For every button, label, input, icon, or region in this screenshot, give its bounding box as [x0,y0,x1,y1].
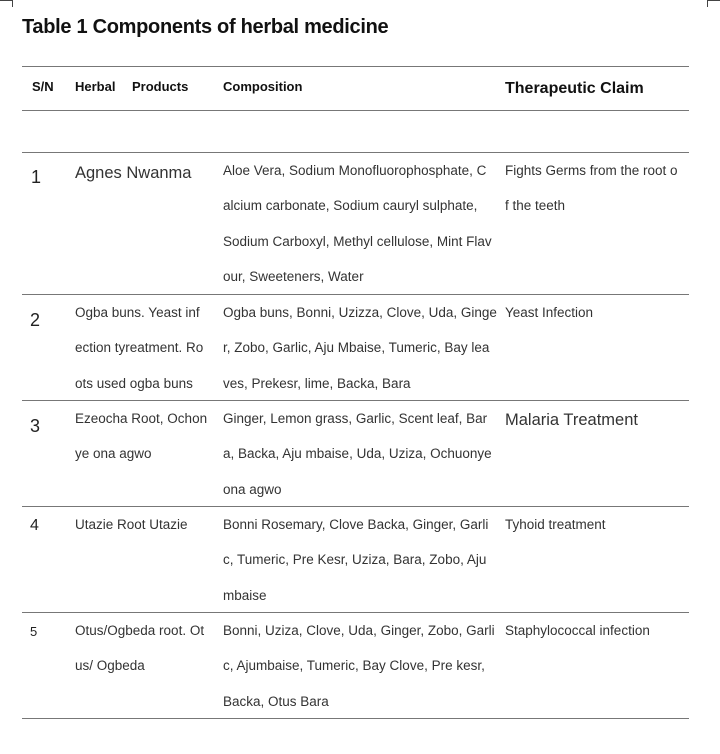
product-line: Ogba buns. Yeast inf [75,305,200,320]
herbal-medicine-table [22,66,689,719]
composition-line: ona agwo [223,481,282,497]
header-composition: Composition [223,79,303,94]
row-claim [505,403,638,438]
row-sn: 1 [31,167,42,187]
claim-line: Staphylococcal infection [505,623,650,638]
composition-line: Ogba buns, Bonni, Uzizza, Clove, Uda, Ginge [223,305,497,320]
row-product [75,295,203,401]
composition-line: r, Zobo, Garlic, Aju Mbaise, Tumeric, Bay lea [223,340,490,356]
claim-line: f the teeth [505,198,566,214]
table-header-row [22,66,689,111]
table-row [22,613,689,719]
claim-line: Malaria Treatment [505,411,638,429]
row-product [75,401,207,472]
row-composition [223,153,492,294]
composition-line: a, Backa, Aju mbaise, Uda, Uziza, Ochuonye [223,446,492,462]
row-product [75,156,191,191]
row-composition [223,507,488,613]
product-line: Otus/Ogbeda root. Ot [75,623,205,638]
row-product [75,507,188,542]
header-herbal: Herbal [75,79,116,94]
row-claim [505,295,593,330]
row-composition [223,401,492,507]
header-products: Products [132,79,189,94]
claim-line: Tyhoid treatment [505,517,606,532]
composition-line: Backa, Otus Bara [223,693,329,709]
product-line: Agnes Nwanma [75,164,192,182]
row-composition [223,295,497,401]
composition-line: mbaise [223,587,267,603]
table-row [22,507,689,613]
composition-line: Sodium Carboxyl, Methyl cellulose, Mint Flav [223,233,492,249]
row-product [75,613,204,684]
composition-line: Bonni Rosemary, Clove Backa, Ginger, Garli [223,517,489,532]
table-row [22,295,689,401]
row-sn: 4 [30,517,39,534]
composition-line: our, Sweeteners, Water [223,268,364,284]
product-line: ection tyreatment. Ro [75,340,204,356]
composition-line: Aloe Vera, Sodium Monofluorophosphate, C [223,163,487,178]
table-row [22,401,689,507]
product-line: ye ona agwo [75,446,152,462]
composition-line: ves, Prekesr, lime, Backa, Bara [223,375,411,391]
table-title: Table 1 Components of herbal medicine [22,16,389,38]
composition-line: c, Tumeric, Pre Kesr, Uziza, Bara, Zobo, Aju [223,552,487,568]
composition-line: c, Ajumbaise, Tumeric, Bay Clove, Pre kesr, [223,658,485,674]
row-composition [223,613,495,719]
table-row [22,153,689,295]
page-corner-mark-right [707,0,720,7]
product-line: Utazie Root Utazie [75,517,188,532]
row-sn: 3 [30,416,41,436]
composition-line: Ginger, Lemon grass, Garlic, Scent leaf, Bar [223,411,488,426]
claim-line: Yeast Infection [505,305,594,320]
product-line: Ezeocha Root, Ochon [75,411,208,426]
row-claim [505,507,606,542]
header-therapeutic-claim: Therapeutic Claim [505,80,644,97]
row-sn: 5 [30,624,38,639]
table-empty-row [22,111,689,153]
page-corner-mark-left [0,0,13,7]
row-sn: 2 [30,310,41,330]
row-claim [505,153,678,224]
row-claim [505,613,650,648]
claim-line: Fights Germs from the root o [505,163,678,178]
composition-line: Bonni, Uziza, Clove, Uda, Ginger, Zobo, Garli [223,623,495,638]
product-line: us/ Ogbeda [75,658,145,674]
product-line: ots used ogba buns [75,375,193,391]
composition-line: alcium carbonate, Sodium cauryl sulphate, [223,198,478,214]
header-sn: S/N [32,79,54,94]
